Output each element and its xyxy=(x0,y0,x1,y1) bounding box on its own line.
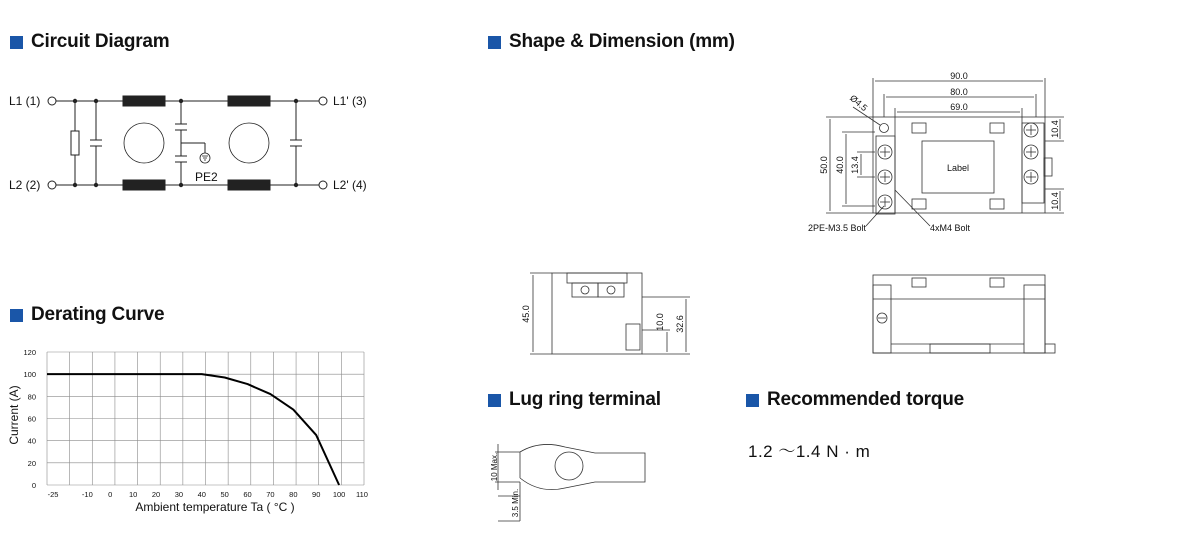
x-tick-label: 80 xyxy=(289,490,298,499)
dim-height-50: 50.0 xyxy=(819,156,829,174)
dim-hole-diameter: Ø4.5 xyxy=(847,92,870,114)
x-tick-label: -10 xyxy=(81,490,93,499)
torque-value: 1.2 ～1.4 N · m xyxy=(748,442,871,461)
x-axis-label: Ambient temperature Ta ( °C ) xyxy=(135,500,295,514)
y-tick-label: 80 xyxy=(27,392,36,402)
x-tick-label: -25 xyxy=(47,490,59,499)
label-pe2: PE2 xyxy=(195,170,218,184)
dim-width-69: 69.0 xyxy=(950,102,968,112)
dim-height-40: 40.0 xyxy=(835,156,845,174)
dim-right-10-4-top: 10.4 xyxy=(1050,120,1060,138)
label-l2: L2 (2) xyxy=(9,178,41,192)
x-tick-label: 70 xyxy=(266,490,275,499)
x-tick-label: 10 xyxy=(128,490,138,499)
x-tick-label: 50 xyxy=(220,490,229,499)
section-title: Lug ring terminal xyxy=(509,389,661,410)
dim-height-13-4: 13.4 xyxy=(850,156,860,174)
section-title: Circuit Diagram xyxy=(31,31,170,52)
lug-dim-min: 3.5 Min. xyxy=(511,488,520,518)
x-tick-label: 20 xyxy=(151,490,161,499)
section-title: Shape & Dimension (mm) xyxy=(509,31,735,52)
label-l2-prime: L2' (4) xyxy=(333,178,367,192)
y-tick-label: 0 xyxy=(31,481,36,490)
x-tick-label: 30 xyxy=(174,490,184,499)
y-tick-label: 120 xyxy=(23,348,36,357)
y-tick-label: 100 xyxy=(23,370,36,380)
lug-dim-max: 10 Max. xyxy=(490,452,499,482)
y-axis-label: Current (A) xyxy=(7,385,21,445)
dim-side-10: 10.0 xyxy=(655,313,665,331)
x-tick-label: 60 xyxy=(243,490,252,499)
callout-pe-bolt: 2PE-M3.5 Bolt xyxy=(808,223,867,233)
dim-right-10-4-bottom: 10.4 xyxy=(1050,192,1060,210)
dim-side-32-6: 32.6 xyxy=(675,315,685,333)
label-l1-prime: L1' (3) xyxy=(333,94,367,108)
dim-width-90: 90.0 xyxy=(950,71,968,81)
section-title: Recommended torque xyxy=(767,389,964,410)
x-tick-label: 90 xyxy=(312,490,321,499)
label-l1: L1 (1) xyxy=(9,94,41,108)
dim-side-45: 45.0 xyxy=(521,305,531,323)
x-tick-label: 40 xyxy=(197,490,206,499)
section-title: Derating Curve xyxy=(31,304,165,325)
dim-width-80: 80.0 xyxy=(950,87,968,97)
callout-m4-bolt: 4xM4 Bolt xyxy=(930,223,971,233)
x-tick-label: 110 xyxy=(356,490,368,499)
y-tick-label: 20 xyxy=(27,458,36,468)
lug-ring-hole xyxy=(555,452,583,480)
lug-outline xyxy=(520,444,645,489)
y-tick-label: 40 xyxy=(27,436,36,446)
x-tick-label: 100 xyxy=(332,490,346,499)
label-text: Label xyxy=(946,163,970,173)
x-tick-label: 0 xyxy=(108,490,113,499)
y-tick-label: 60 xyxy=(27,414,36,424)
